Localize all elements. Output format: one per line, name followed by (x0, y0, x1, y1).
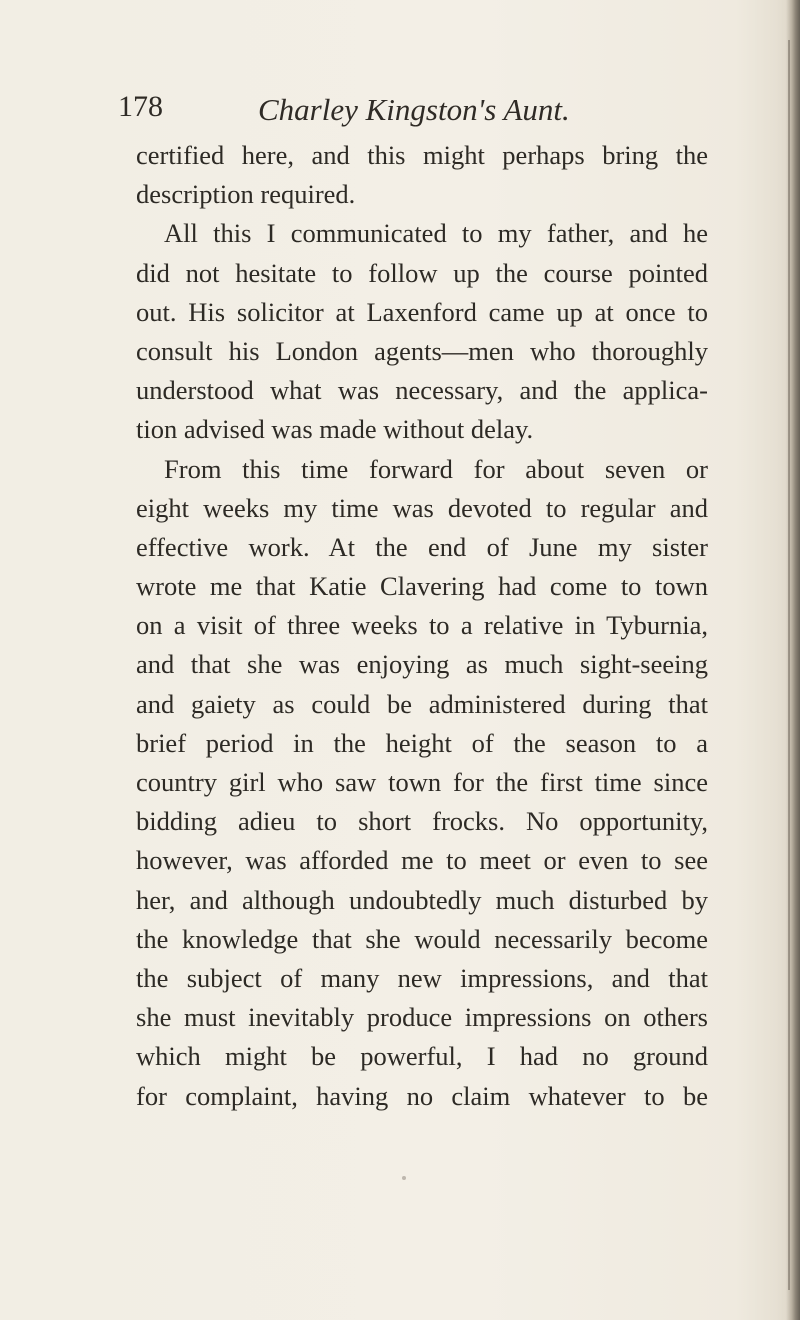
text-line: which might be powerful, I had no ground (136, 1041, 708, 1072)
text-line: bidding adieu to short frocks. No opportunity, (136, 806, 708, 837)
text-line: however, was afforded me to meet or even to see (136, 845, 708, 876)
text-line: effective work. At the end of June my sister (136, 531, 708, 562)
text-line: the subject of many new impressions, and that (136, 962, 708, 993)
text-line: wrote me that Katie Clavering had come to town (136, 571, 708, 602)
text-line: understood what was necessary, and the applica- (136, 375, 708, 406)
text-line: and gaiety as could be administered during that (136, 688, 708, 719)
body-text (136, 136, 708, 1116)
text-line: on a visit of three weeks to a relative in Tyburnia, (136, 610, 708, 641)
page-edge-line (788, 40, 790, 1290)
paper-speck (402, 1176, 406, 1180)
text-line: eight weeks my time was devoted to regular and (136, 492, 708, 523)
text-line: description required. (136, 179, 356, 210)
text-line: consult his London agents—men who thoroughly (136, 335, 708, 366)
text-line: From this time forward for about seven or (164, 453, 708, 484)
text-line: she must inevitably produce impressions on others (136, 1002, 708, 1033)
page-header (118, 86, 718, 134)
text-line: did not hesitate to follow up the course pointed (136, 257, 708, 288)
text-line: tion advised was made without delay. (136, 414, 534, 445)
text-line: brief period in the height of the season to a (136, 727, 708, 758)
text-line: her, and although undoubtedly much disturbed by (136, 884, 708, 915)
text-line: certified here, and this might perhaps bring the (136, 140, 708, 170)
text-line: country girl who saw town for the first time since (136, 767, 708, 797)
text-line: the knowledge that she would necessarily become (136, 923, 708, 954)
text-line: out. His solicitor at Laxenford came up at once to (136, 296, 708, 327)
page-number: 178 (118, 90, 163, 123)
text-line: All this I communicated to my father, and he (164, 218, 708, 249)
text-line: for complaint, having no claim whatever to be (136, 1080, 708, 1111)
running-head: Charley Kingston's Aunt. (258, 92, 570, 127)
text-line: and that she was enjoying as much sight-seeing (136, 649, 708, 680)
